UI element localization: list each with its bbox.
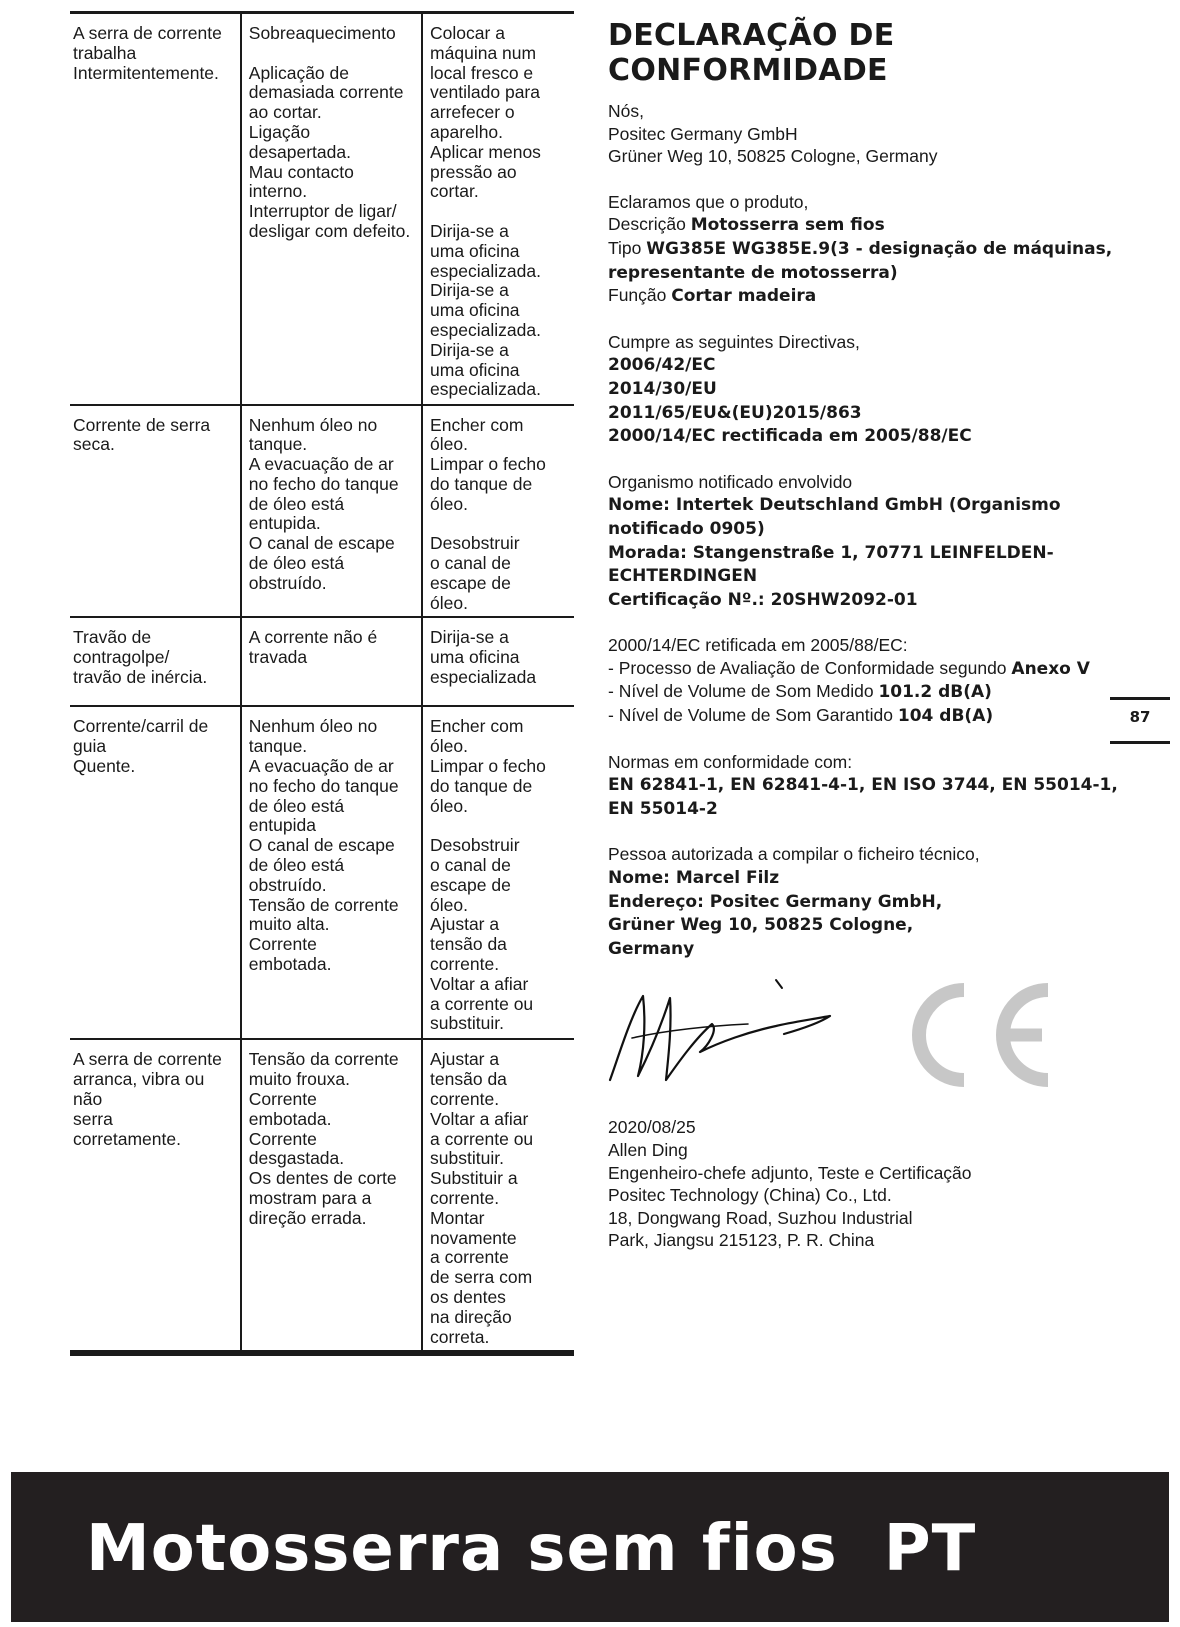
signature-row — [608, 968, 1128, 1098]
standards-block — [608, 751, 1128, 821]
product-block — [608, 191, 1128, 308]
description-value: Motosserra sem fios — [690, 215, 885, 236]
description-label: Descrição — [608, 214, 686, 235]
notified-body-block — [608, 471, 1128, 612]
ce-mark-icon — [898, 980, 1058, 1090]
directives-list: 2006/42/EC 2014/30/EU 2011/65/EU&(EU)2015/863 2000/14/EC rectificada em 2005/88/EC — [608, 355, 972, 447]
footer-title: Motosserra sem fios — [86, 1512, 838, 1586]
problem-cell: A serra de corrente arranca, vibra ou não serra corretamente. — [73, 1049, 222, 1149]
table-row — [70, 706, 574, 1039]
cause-cell: Nenhum óleo no tanque. A evacuação de ar no fecho do tanque de óleo está entupida O canal de escape de óleo está obstruído. Tensão de corrente muito alta. Corrente embotada. — [241, 706, 422, 1039]
page-number: 87 — [1129, 708, 1151, 726]
noise-measured-label: - Nível de Volume de Som Medido — [608, 681, 874, 702]
declaration-of-conformity — [608, 18, 1128, 1275]
cause-cell: A corrente não é travada — [241, 617, 422, 706]
troubleshooting-table — [70, 11, 574, 1356]
directives-block — [608, 331, 1128, 448]
function-value: Cortar madeira — [671, 286, 817, 307]
tech-file-intro: Pessoa autorizada a compilar o ficheiro técnico, — [608, 844, 980, 865]
noise-process-label: - Processo de Avaliação de Conformidade segundo — [608, 657, 1007, 678]
problem-cell: Travão de contragolpe/ travão de inércia. — [70, 617, 241, 706]
notified-body-details: Nome: Intertek Deutschland GmbH (Organismo notificado 0905) Morada: Stangenstraße 1, 70771 LEINFELDEN-ECHTERDINGEN Certificação Nº.: 20SHW2092-01 — [608, 495, 1061, 610]
noise-intro: 2000/14/EC retificada em 2005/88/EC: — [608, 635, 908, 656]
table-row — [70, 405, 574, 618]
noise-measured-value: 101.2 dB(A) — [878, 682, 992, 703]
page-number-rule-top — [1110, 697, 1170, 700]
solution-cell: Colocar a máquina num local fresco e ventilado para arrefecer o aparelho. Aplicar menos pressão ao cortar. Dirija-se a uma oficina especializada. Dirija-se a uma oficina especializada. Dirija-se a uma oficina especializada. — [422, 13, 574, 405]
type-value: WG385E WG385E.9(3 - designação de máquinas, representante de motosserra) — [608, 238, 1113, 283]
cause-cell: Sobreaquecimento Aplicação de demasiada corrente ao cortar. Ligação desapertada. Mau contacto interno. Interruptor de ligar/ desligar com defeito. — [241, 13, 422, 405]
solution-cell: Ajustar a tensão da corrente. Voltar a afiar a corrente ou substituir. Substituir a corrente. Montar novamente a corrente de serra com os dentes na direção correta. — [422, 1039, 574, 1353]
solution-cell: Encher com óleo. Limpar o fecho do tanque de óleo. Desobstruir o canal de escape de óleo. — [422, 405, 574, 618]
tech-file-person: Nome: Marcel Filz Endereço: Positec Germany GmbH, Grüner Weg 10, 50825 Cologne, Germany — [608, 868, 943, 959]
cause-cell: Nenhum óleo no tanque. A evacuação de ar no fecho do tanque de óleo está entupida. O canal de escape de óleo está obstruído. — [241, 405, 422, 618]
solution-cell: Encher com óleo. Limpar o fecho do tanque de óleo. Desobstruir o canal de escape de óleo. Ajustar a tensão da corrente. Voltar a afiar a corrente ou substituir. — [422, 706, 574, 1039]
footer-bar — [11, 1472, 1169, 1622]
noise-process-value: Anexo V — [1011, 658, 1090, 679]
noise-guaranteed-value: 104 dB(A) — [897, 706, 994, 727]
problem-cell: A serra de corrente trabalha Intermitentemente. — [70, 13, 241, 405]
problem-cell: Corrente/carril de guia Quente. — [70, 706, 241, 1039]
table-row — [70, 617, 574, 706]
directives-intro: Cumpre as seguintes Directivas, — [608, 331, 860, 352]
tech-file-block — [608, 843, 1128, 960]
signature-image — [608, 968, 868, 1098]
problem-cell: Corrente de serra seca. — [70, 405, 241, 618]
noise-block — [608, 634, 1128, 727]
product-intro: Eclaramos que o produto, — [608, 191, 809, 212]
solution-cell: Dirija-se a uma oficina especializada — [422, 617, 574, 706]
function-label: Função — [608, 285, 667, 306]
standards-intro: Normas em conformidade com: — [608, 751, 853, 772]
standards-list: EN 62841-1, EN 62841-4-1, EN ISO 3744, EN 55014-1, EN 55014-2 — [608, 775, 1118, 819]
cause-cell: Tensão da corrente muito frouxa. Corrente embotada. Corrente desgastada. Os dentes de corte mostram para a direção errada. — [241, 1039, 422, 1353]
notified-intro: Organismo notificado envolvido — [608, 471, 853, 492]
type-label: Tipo — [608, 237, 642, 258]
footer-title-line — [86, 1514, 976, 1584]
signatory-block: 2020/08/25 Allen Ding Engenheiro-chefe adjunto, Teste e Certificação Positec Technology (China) Co., Ltd. 18, Dongwang Road, Suzhou Industrial Park, Jiangsu 215123, P. R. China — [608, 1117, 972, 1251]
noise-guaranteed-label: - Nível de Volume de Som Garantido — [608, 705, 894, 726]
footer-language-code: PT — [883, 1512, 977, 1586]
manufacturer-block: Nós, Positec Germany GmbH Grüner Weg 10, 50825 Cologne, Germany — [608, 101, 938, 167]
declaration-title: DECLARAÇÃO DE CONFORMIDADE — [608, 18, 895, 88]
table-row — [70, 1039, 574, 1353]
page-number-rule-bottom — [1110, 741, 1170, 744]
table-row — [70, 13, 574, 405]
